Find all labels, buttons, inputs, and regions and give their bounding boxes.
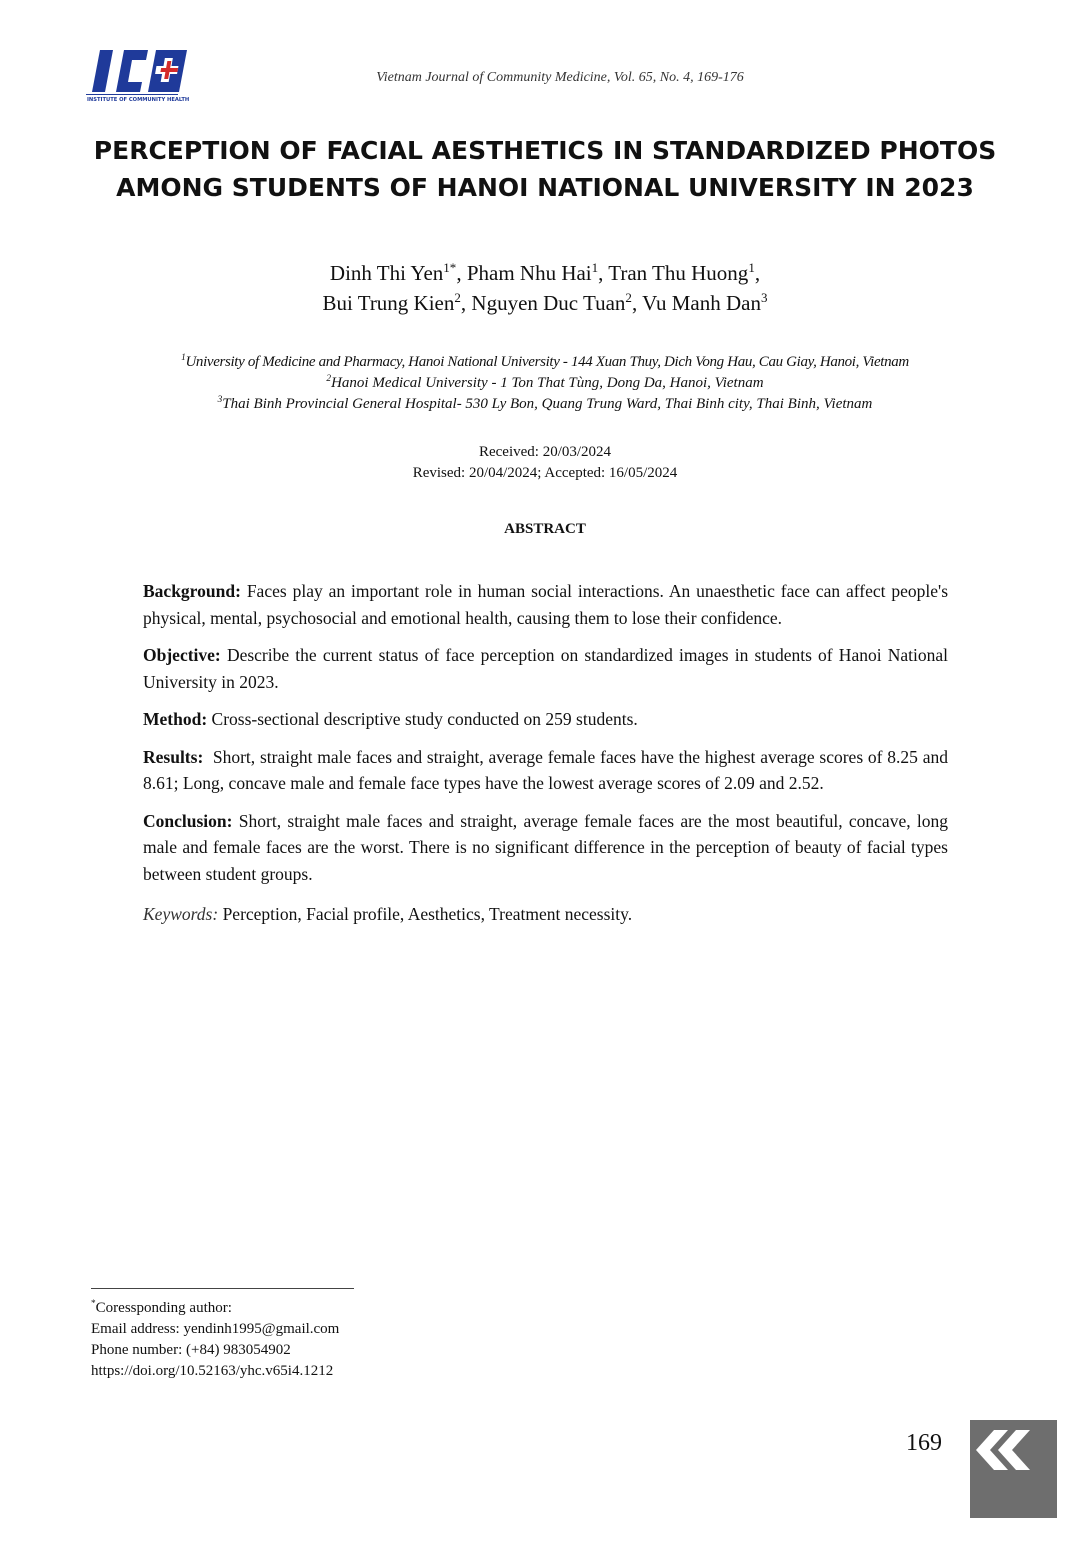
phone-number: Phone number: (+84) 983054902 — [91, 1342, 291, 1358]
affiliations — [60, 352, 1030, 415]
affiliation-num: 1 — [181, 353, 186, 363]
author-line: Bui Trung Kien$^2$, Nguyen Duc Tuan$^2$, Vu Manh Dan$^3$ — [322, 290, 768, 315]
email-address: Email address: yendinh1995@gmail.com — [91, 1321, 340, 1337]
affiliation — [60, 373, 1030, 394]
doi-link[interactable]: https://doi.org/10.52163/yhc.v65i4.1212 — [91, 1363, 334, 1379]
author-sup: 2 — [454, 290, 461, 305]
author-sup: 1* — [443, 260, 457, 275]
affiliation-num: 2 — [326, 374, 332, 384]
affiliation — [60, 352, 1030, 373]
author-name: Bui Trung Kien — [322, 291, 455, 315]
section-label: Conclusion: — [143, 810, 233, 831]
abstract-keywords — [143, 901, 948, 928]
abstract-heading: ABSTRACT — [504, 521, 586, 537]
footnote — [91, 1298, 591, 1382]
affiliation-text: Hanoi Medical University - 1 Ton That Tùng, Dong Da, Hanoi, Vietnam — [331, 375, 764, 391]
section-text: Cross-sectional descriptive study conducted on 259 students. — [211, 709, 638, 729]
affiliation-text: Thai Binh Provincial General Hospital- 530 Ly Bon, Quang Trung Ward, Thai Binh city, Thai Binh, Vietnam — [222, 396, 873, 412]
section-text: Short, straight male faces and straight, average female faces are the most beautiful, concave, long male and female faces are the worst. There is no significant difference in the perception of beauty of facial types between student groups. — [143, 810, 949, 884]
journal-logo — [86, 46, 190, 104]
revised-accepted-date: Revised: 20/04/2024; Accepted: 16/05/2024 — [412, 465, 678, 481]
affiliation — [60, 394, 1030, 415]
abstract-method — [143, 706, 948, 733]
abstract-background — [143, 578, 948, 631]
corresponding-author — [91, 1298, 591, 1319]
author-name: Vu Manh Dan — [642, 291, 761, 315]
logo-caption: INSTITUTE OF COMMUNITY HEALTH — [87, 97, 190, 103]
keywords-label: Keywords: — [143, 904, 219, 924]
journal-header: Vietnam Journal of Community Medicine, Vol. 65, No. 4, 169-176 — [376, 70, 744, 85]
double-chevron-left-icon — [970, 1420, 1057, 1518]
abstract-results — [143, 744, 948, 797]
author-sup: 1 — [591, 260, 599, 275]
author-line: Dinh Thi Yen$^{1*}$, Pham Nhu Hai$^1$, Tran Thu Huong$^1$, — [329, 260, 761, 285]
abstract-objective — [143, 642, 948, 695]
author-sup: 1 — [748, 260, 755, 275]
title-line: AMONG STUDENTS OF HANOI NATIONAL UNIVERSITY IN 2023 — [116, 173, 974, 202]
author-sup: 3 — [760, 290, 768, 305]
section-text: Short, straight male faces and straight, average female faces have the highest average scores of 8.25 and 8.61; Long, concave male and female face types have the lowest average scores of 2.09 and 2.52. — [143, 746, 948, 793]
section-label: Background: — [143, 581, 241, 601]
received-date: Received: 20/03/2024 — [478, 444, 612, 460]
page-tab — [970, 1420, 1057, 1518]
page-number: 169 — [906, 1430, 942, 1456]
article-dates — [300, 442, 790, 484]
abstract-body — [143, 578, 948, 939]
article-title — [90, 132, 1000, 206]
affiliation-text: University of Medicine and Pharmacy, Hanoi National University - 144 Xuan Thuy, Dich Vong Hau, Cau Giay, Hanoi, Vietnam — [185, 354, 909, 370]
corresponding-label: Coressponding author: — [95, 1300, 232, 1316]
author-name: Dinh Thi Yen — [329, 261, 444, 285]
author-name: Tran Thu Huong — [608, 261, 749, 285]
abstract-conclusion — [143, 808, 948, 888]
section-label: Results: — [143, 746, 204, 767]
keywords-text: Perception, Facial profile, Aesthetics, Treatment necessity. — [222, 904, 633, 924]
author-list — [90, 258, 1000, 318]
footnote-divider — [91, 1288, 354, 1289]
section-label: Objective: — [143, 645, 221, 665]
section-text: Describe the current status of face perception on standardized images in students of Hanoi National University in 2023. — [143, 645, 949, 692]
author-name: Pham Nhu Hai — [466, 261, 592, 285]
section-label: Method: — [143, 709, 208, 729]
title-line: PERCEPTION OF FACIAL AESTHETICS IN STANDARDIZED PHOTOS — [93, 136, 997, 165]
footnote-sup: * — [91, 1299, 96, 1309]
section-text: Faces play an important role in human social interactions. An unaesthetic face can affect people's physical, mental, psychosocial and emotional health, causing them to lose their confidence. — [143, 581, 949, 628]
author-sup: 2 — [625, 290, 632, 305]
affiliation-num: 3 — [217, 395, 223, 405]
author-name: Nguyen Duc Tuan — [471, 291, 626, 315]
